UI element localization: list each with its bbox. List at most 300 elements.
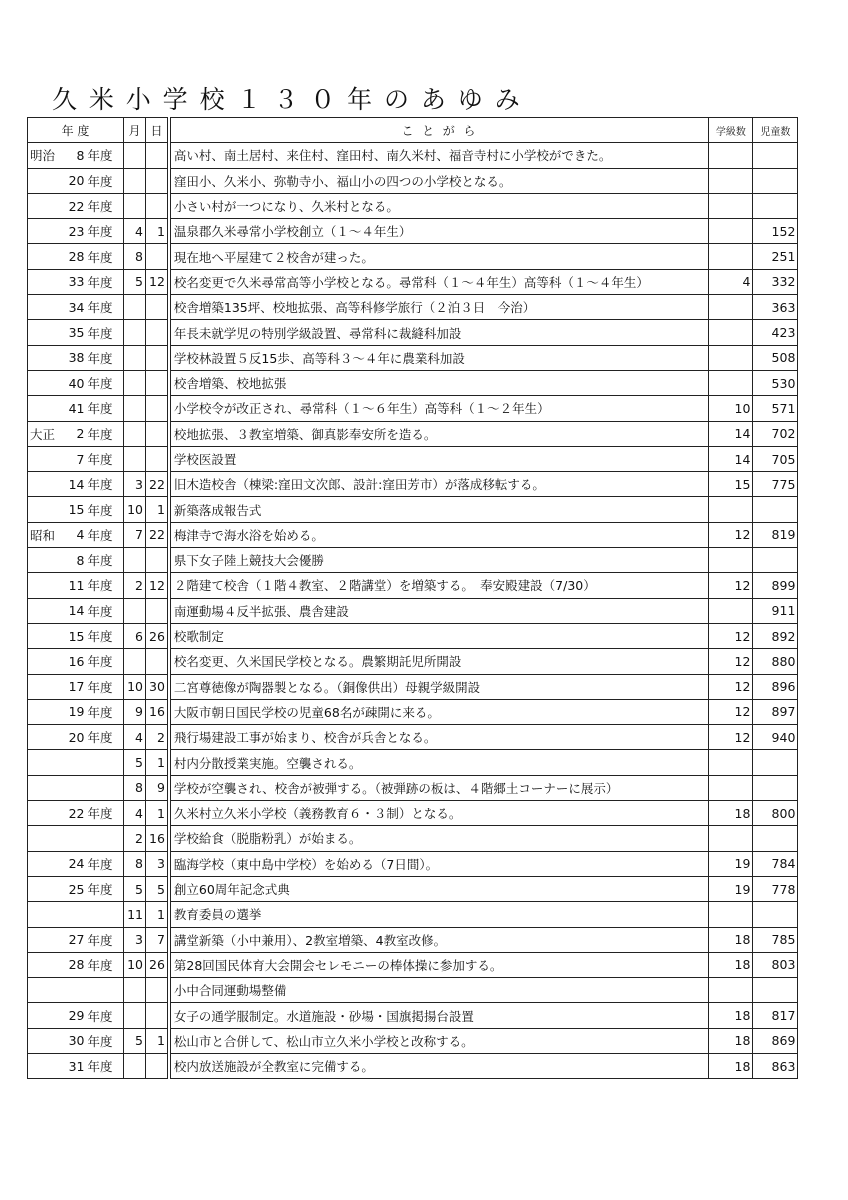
event-cell: 学校医設置 <box>169 446 709 471</box>
table-row <box>28 168 798 193</box>
day-cell: 1 <box>146 497 169 522</box>
event-cell: 学校が空襲され、校舎が被弾する。（被弾跡の板は、４階郷土コーナーに展示） <box>169 775 709 800</box>
month-cell <box>124 1003 146 1028</box>
nendo-cell: 年度 <box>87 396 124 421</box>
nendo-cell: 年度 <box>87 522 124 547</box>
day-cell: 7 <box>146 927 169 952</box>
event-cell: 年長未就学児の特別学級設置、尋常科に裁縫科加設 <box>169 320 709 345</box>
classes-cell: 12 <box>709 725 753 750</box>
year-cell: 40 <box>62 370 87 395</box>
classes-cell: 10 <box>709 396 753 421</box>
year-cell: 28 <box>62 952 87 977</box>
title-char: 久 <box>52 85 78 114</box>
classes-cell <box>709 775 753 800</box>
classes-cell: 12 <box>709 699 753 724</box>
day-cell: 9 <box>146 775 169 800</box>
era-cell <box>28 345 62 370</box>
era-cell <box>28 1053 62 1078</box>
nendo-cell: 年度 <box>87 421 124 446</box>
day-cell: 2 <box>146 725 169 750</box>
nendo-cell <box>87 775 124 800</box>
table-row <box>28 548 798 573</box>
era-cell <box>28 1028 62 1053</box>
day-cell <box>146 446 169 471</box>
classes-cell <box>709 978 753 1003</box>
students-cell <box>753 143 798 168</box>
day-cell <box>146 370 169 395</box>
month-cell: 2 <box>124 826 146 851</box>
month-cell: 7 <box>124 522 146 547</box>
day-cell <box>146 320 169 345</box>
month-cell <box>124 421 146 446</box>
era-cell: 明治 <box>28 143 62 168</box>
era-cell: 昭和 <box>28 522 62 547</box>
event-cell: 高い村、南土居村、来住村、窪田村、南久米村、福音寺村に小学校ができた。 <box>169 143 709 168</box>
era-cell <box>28 219 62 244</box>
nendo-cell: 年度 <box>87 497 124 522</box>
year-cell: 22 <box>62 193 87 218</box>
era-cell <box>28 927 62 952</box>
event-cell: 校舎増築、校地拡張 <box>169 370 709 395</box>
month-cell: 4 <box>124 219 146 244</box>
students-cell: 817 <box>753 1003 798 1028</box>
year-cell: 16 <box>62 649 87 674</box>
students-cell: 897 <box>753 699 798 724</box>
title-char: 学 <box>162 85 188 114</box>
year-cell <box>62 902 87 927</box>
event-cell: 温泉郡久米尋常小学校創立（１～４年生） <box>169 219 709 244</box>
event-cell: 二宮尊徳像が陶器製となる。（銅像供出）母親学級開設 <box>169 674 709 699</box>
nendo-cell: 年度 <box>87 548 124 573</box>
year-cell: 27 <box>62 927 87 952</box>
year-cell: 24 <box>62 851 87 876</box>
day-cell: 1 <box>146 1028 169 1053</box>
month-cell <box>124 193 146 218</box>
nendo-cell: 年度 <box>87 876 124 901</box>
event-cell: 創立60周年記念式典 <box>169 876 709 901</box>
year-cell <box>62 750 87 775</box>
year-cell: 20 <box>62 168 87 193</box>
year-cell: 41 <box>62 396 87 421</box>
classes-cell: 12 <box>709 623 753 648</box>
day-cell <box>146 649 169 674</box>
year-cell: 19 <box>62 699 87 724</box>
day-cell <box>146 168 169 193</box>
students-cell: 911 <box>753 598 798 623</box>
table-row <box>28 851 798 876</box>
students-cell: 775 <box>753 472 798 497</box>
nendo-cell: 年度 <box>87 1053 124 1078</box>
event-cell: 旧木造校舎（棟梁:窪田文次郎、設計:窪田芳市）が落成移転する。 <box>169 472 709 497</box>
classes-cell <box>709 345 753 370</box>
day-cell: 12 <box>146 573 169 598</box>
month-cell <box>124 370 146 395</box>
students-cell <box>753 168 798 193</box>
title-char: 年 <box>347 85 373 114</box>
students-cell: 152 <box>753 219 798 244</box>
day-cell: 26 <box>146 623 169 648</box>
day-cell: 3 <box>146 851 169 876</box>
table-row <box>28 320 798 345</box>
era-cell <box>28 598 62 623</box>
nendo-cell: 年度 <box>87 927 124 952</box>
students-cell: 940 <box>753 725 798 750</box>
month-cell: 10 <box>124 674 146 699</box>
classes-cell: 15 <box>709 472 753 497</box>
year-cell: 8 <box>62 548 87 573</box>
event-cell: 校歌制定 <box>169 623 709 648</box>
month-cell <box>124 649 146 674</box>
nendo-cell <box>87 902 124 927</box>
classes-cell: 18 <box>709 801 753 826</box>
era-cell <box>28 623 62 648</box>
table-row <box>28 219 798 244</box>
day-cell: 22 <box>146 522 169 547</box>
nendo-cell: 年度 <box>87 649 124 674</box>
students-cell: 803 <box>753 952 798 977</box>
era-cell <box>28 497 62 522</box>
nendo-cell: 年度 <box>87 168 124 193</box>
table-header-row <box>28 118 798 143</box>
table-row <box>28 826 798 851</box>
students-cell: 892 <box>753 623 798 648</box>
table-row <box>28 421 798 446</box>
era-cell <box>28 370 62 395</box>
month-cell <box>124 345 146 370</box>
classes-cell <box>709 750 753 775</box>
event-cell: 小学校令が改正され、尋常科（１～６年生）高等科（１～２年生） <box>169 396 709 421</box>
era-cell <box>28 801 62 826</box>
event-cell: 臨海学校（東中島中学校）を始める（7日間）。 <box>169 851 709 876</box>
month-cell: 5 <box>124 750 146 775</box>
month-cell <box>124 598 146 623</box>
month-cell <box>124 168 146 193</box>
table-row <box>28 775 798 800</box>
year-cell: 20 <box>62 725 87 750</box>
year-cell: 14 <box>62 472 87 497</box>
era-cell <box>28 952 62 977</box>
table-row <box>28 143 798 168</box>
day-cell <box>146 1053 169 1078</box>
students-cell <box>753 978 798 1003</box>
students-cell: 785 <box>753 927 798 952</box>
table-row <box>28 1053 798 1078</box>
day-cell: 30 <box>146 674 169 699</box>
classes-cell <box>709 902 753 927</box>
nendo-cell: 年度 <box>87 801 124 826</box>
table-row <box>28 522 798 547</box>
classes-cell <box>709 219 753 244</box>
nendo-cell: 年度 <box>87 573 124 598</box>
table-row <box>28 370 798 395</box>
title-char: ゆ <box>457 85 483 114</box>
table-row <box>28 396 798 421</box>
event-cell: 校名変更で久米尋常高等小学校となる。尋常科（１～４年生）高等科（１～４年生） <box>169 269 709 294</box>
event-cell: ２階建て校舎（１階４教室、２階講堂）を増築する。 奉安殿建設（7/30） <box>169 573 709 598</box>
classes-cell: 14 <box>709 446 753 471</box>
students-cell: 702 <box>753 421 798 446</box>
year-cell: 4 <box>62 522 87 547</box>
students-cell: 819 <box>753 522 798 547</box>
event-cell: 女子の通学服制定。水道施設・砂場・国旗掲揚台設置 <box>169 1003 709 1028</box>
header-day: 日 <box>146 118 169 143</box>
year-cell: 29 <box>62 1003 87 1028</box>
event-cell: 大阪市朝日国民学校の児童68名が疎開に来る。 <box>169 699 709 724</box>
era-cell <box>28 750 62 775</box>
table-row <box>28 978 798 1003</box>
nendo-cell: 年度 <box>87 446 124 471</box>
students-cell <box>753 548 798 573</box>
era-cell <box>28 826 62 851</box>
classes-cell <box>709 193 753 218</box>
month-cell: 8 <box>124 775 146 800</box>
classes-cell <box>709 143 753 168</box>
month-cell: 9 <box>124 699 146 724</box>
day-cell: 1 <box>146 750 169 775</box>
students-cell: 880 <box>753 649 798 674</box>
nendo-cell: 年度 <box>87 674 124 699</box>
event-cell: 梅津寺で海水浴を始める。 <box>169 522 709 547</box>
month-cell <box>124 396 146 421</box>
era-cell <box>28 269 62 294</box>
classes-cell: 12 <box>709 522 753 547</box>
era-cell <box>28 244 62 269</box>
table-row <box>28 295 798 320</box>
classes-cell <box>709 370 753 395</box>
event-cell: 現在地へ平屋建て２校舎が建った。 <box>169 244 709 269</box>
students-cell: 530 <box>753 370 798 395</box>
event-cell: 久米村立久米小学校（義務教育６・３制）となる。 <box>169 801 709 826</box>
era-cell: 大正 <box>28 421 62 446</box>
nendo-cell: 年度 <box>87 295 124 320</box>
classes-cell <box>709 826 753 851</box>
students-cell: 332 <box>753 269 798 294</box>
classes-cell: 12 <box>709 573 753 598</box>
era-cell <box>28 472 62 497</box>
header-month: 月 <box>124 118 146 143</box>
nendo-cell: 年度 <box>87 193 124 218</box>
event-cell: 県下女子陸上競技大会優勝 <box>169 548 709 573</box>
month-cell <box>124 295 146 320</box>
day-cell <box>146 548 169 573</box>
classes-cell: 18 <box>709 952 753 977</box>
event-cell: 校内放送施設が全教室に完備する。 <box>169 1053 709 1078</box>
nendo-cell: 年度 <box>87 143 124 168</box>
table-row <box>28 497 798 522</box>
table-row <box>28 902 798 927</box>
month-cell <box>124 548 146 573</box>
header-students: 児童数 <box>753 118 798 143</box>
nendo-cell: 年度 <box>87 370 124 395</box>
event-cell: 校地拡張、３教室増築、御真影奉安所を造る。 <box>169 421 709 446</box>
students-cell: 800 <box>753 801 798 826</box>
classes-cell <box>709 548 753 573</box>
students-cell: 251 <box>753 244 798 269</box>
year-cell: 33 <box>62 269 87 294</box>
students-cell <box>753 497 798 522</box>
month-cell: 3 <box>124 927 146 952</box>
table-row <box>28 649 798 674</box>
classes-cell <box>709 320 753 345</box>
title-char: 校 <box>199 85 225 114</box>
day-cell: 1 <box>146 219 169 244</box>
title-char: の <box>384 85 410 114</box>
year-cell: 14 <box>62 598 87 623</box>
year-cell: 7 <box>62 446 87 471</box>
month-cell <box>124 446 146 471</box>
era-cell <box>28 902 62 927</box>
nendo-cell: 年度 <box>87 725 124 750</box>
title-char: 小 <box>125 85 151 114</box>
year-cell: 25 <box>62 876 87 901</box>
month-cell: 6 <box>124 623 146 648</box>
students-cell: 869 <box>753 1028 798 1053</box>
era-cell <box>28 168 62 193</box>
era-cell <box>28 396 62 421</box>
month-cell: 4 <box>124 725 146 750</box>
year-cell: 28 <box>62 244 87 269</box>
table-row <box>28 801 798 826</box>
year-cell: 38 <box>62 345 87 370</box>
era-cell <box>28 1003 62 1028</box>
year-cell: 35 <box>62 320 87 345</box>
students-cell: 899 <box>753 573 798 598</box>
title-char: ３ <box>273 85 299 114</box>
classes-cell: 18 <box>709 927 753 952</box>
nendo-cell: 年度 <box>87 623 124 648</box>
day-cell: 12 <box>146 269 169 294</box>
event-cell: 講堂新築（小中兼用）、2教室増築、4教室改修。 <box>169 927 709 952</box>
classes-cell: 19 <box>709 876 753 901</box>
era-cell <box>28 775 62 800</box>
day-cell <box>146 295 169 320</box>
table-row <box>28 193 798 218</box>
table-row <box>28 1028 798 1053</box>
event-cell: 校名変更、久米国民学校となる。農繁期託児所開設 <box>169 649 709 674</box>
header-event: こ と が ら <box>169 118 709 143</box>
era-cell <box>28 851 62 876</box>
nendo-cell: 年度 <box>87 244 124 269</box>
students-cell: 363 <box>753 295 798 320</box>
classes-cell <box>709 168 753 193</box>
nendo-cell: 年度 <box>87 219 124 244</box>
nendo-cell: 年度 <box>87 952 124 977</box>
day-cell <box>146 244 169 269</box>
month-cell: 8 <box>124 244 146 269</box>
students-cell: 863 <box>753 1053 798 1078</box>
students-cell <box>753 750 798 775</box>
title-char: １ <box>236 85 262 114</box>
nendo-cell: 年度 <box>87 851 124 876</box>
nendo-cell: 年度 <box>87 1028 124 1053</box>
table-row <box>28 927 798 952</box>
title-char: み <box>494 85 520 114</box>
day-cell: 5 <box>146 876 169 901</box>
title-char: あ <box>420 85 446 114</box>
month-cell: 10 <box>124 952 146 977</box>
table-row <box>28 623 798 648</box>
classes-cell: 18 <box>709 1003 753 1028</box>
year-cell: 11 <box>62 573 87 598</box>
students-cell: 896 <box>753 674 798 699</box>
day-cell <box>146 193 169 218</box>
classes-cell: 18 <box>709 1028 753 1053</box>
era-cell <box>28 674 62 699</box>
day-cell: 1 <box>146 801 169 826</box>
event-cell: 南運動場４反半拡張、農舎建設 <box>169 598 709 623</box>
nendo-cell: 年度 <box>87 320 124 345</box>
students-cell <box>753 902 798 927</box>
header-classes: 学級数 <box>709 118 753 143</box>
era-cell <box>28 295 62 320</box>
title-char: ０ <box>310 85 336 114</box>
day-cell <box>146 1003 169 1028</box>
classes-cell <box>709 598 753 623</box>
table-row <box>28 269 798 294</box>
students-cell: 784 <box>753 851 798 876</box>
year-cell: 2 <box>62 421 87 446</box>
era-cell <box>28 725 62 750</box>
event-cell: 松山市と合併して、松山市立久米小学校と改称する。 <box>169 1028 709 1053</box>
month-cell <box>124 143 146 168</box>
month-cell: 4 <box>124 801 146 826</box>
title-char: 米 <box>88 85 114 114</box>
students-cell: 508 <box>753 345 798 370</box>
day-cell <box>146 978 169 1003</box>
day-cell <box>146 598 169 623</box>
students-cell: 423 <box>753 320 798 345</box>
classes-cell <box>709 295 753 320</box>
event-cell: 飛行場建設工事が始まり、校舎が兵舎となる。 <box>169 725 709 750</box>
classes-cell: 4 <box>709 269 753 294</box>
year-cell: 30 <box>62 1028 87 1053</box>
nendo-cell: 年度 <box>87 472 124 497</box>
month-cell: 8 <box>124 851 146 876</box>
students-cell: 778 <box>753 876 798 901</box>
classes-cell: 12 <box>709 649 753 674</box>
table-row <box>28 573 798 598</box>
event-cell: 小中合同運動場整備 <box>169 978 709 1003</box>
classes-cell <box>709 497 753 522</box>
month-cell: 2 <box>124 573 146 598</box>
day-cell: 16 <box>146 699 169 724</box>
year-cell: 15 <box>62 497 87 522</box>
event-cell: 小さい村が一つになり、久米村となる。 <box>169 193 709 218</box>
event-cell: 窪田小、久米小、弥勒寺小、福山小の四つの小学校となる。 <box>169 168 709 193</box>
table-row <box>28 750 798 775</box>
event-cell: 第28回国民体育大会開会セレモニーの棒体操に参加する。 <box>169 952 709 977</box>
day-cell <box>146 421 169 446</box>
nendo-cell: 年度 <box>87 345 124 370</box>
month-cell: 3 <box>124 472 146 497</box>
table-row <box>28 446 798 471</box>
table-row <box>28 598 798 623</box>
year-cell: 17 <box>62 674 87 699</box>
month-cell <box>124 1053 146 1078</box>
nendo-cell: 年度 <box>87 1003 124 1028</box>
era-cell <box>28 978 62 1003</box>
month-cell: 5 <box>124 1028 146 1053</box>
era-cell <box>28 320 62 345</box>
table-row <box>28 674 798 699</box>
day-cell: 1 <box>146 902 169 927</box>
nendo-cell: 年度 <box>87 598 124 623</box>
nendo-cell <box>87 750 124 775</box>
event-cell: 学校給食（脱脂粉乳）が始まる。 <box>169 826 709 851</box>
day-cell <box>146 396 169 421</box>
era-cell <box>28 446 62 471</box>
classes-cell: 18 <box>709 1053 753 1078</box>
